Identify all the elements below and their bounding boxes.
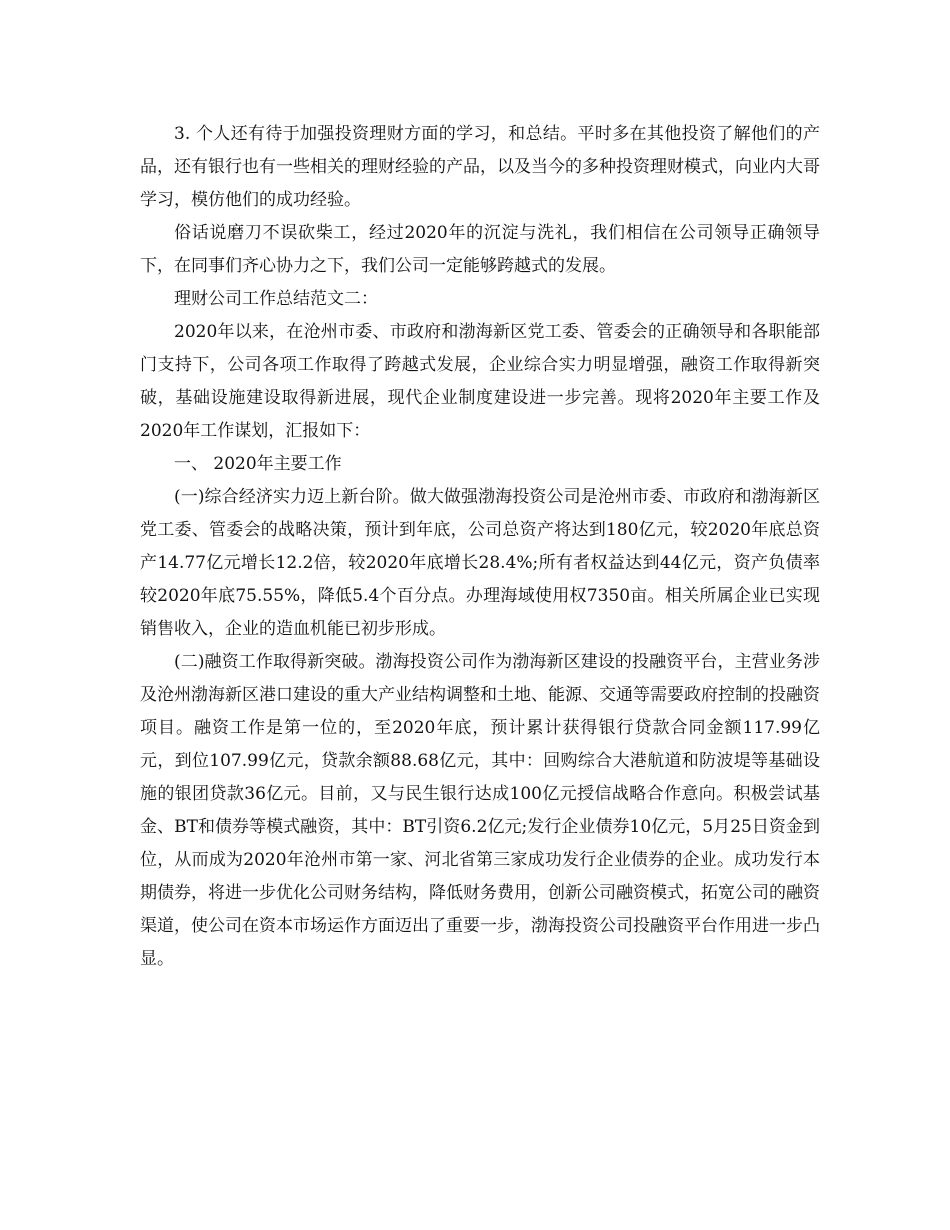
paragraph-proverb: 俗话说磨刀不误砍柴工，经过2020年的沉淀与洗礼，我们相信在公司领导正确领导下，在同事们齐心协力之下，我们公司一定能够跨越式的发展。 [140,223,820,276]
document-body [140,118,820,976]
paragraph-sample-two-heading: 理财公司工作总结范文二： [174,289,378,309]
paragraph-economic-strength: (一)综合经济实力迈上新台阶。做大做强渤海投资公司是沧州市委、市政府和渤海新区党工委、管委会的战略决策，预计到年底，公司总资产将达到180亿元，较2020年底总资产14.77亿元增长12.2倍，较2020年底增长28.4%;所有者权益达到44亿元，资产负债率较2020年底75.55%，降低5.4个百分点。办理海域使用权7350亩。相关所属企业已实现销售收入，企业的造血机能已初步形成。 [140,487,820,639]
paragraph-financing: (二)融资工作取得新突破。渤海投资公司作为渤海新区建设的投融资平台，主营业务涉及沧州渤海新区港口建设的重大产业结构调整和土地、能源、交通等需要政府控制的投融资项目。融资工作是第一位的，至2020年底，预计累计获得银行贷款合同金额117.99亿元，到位107.99亿元，贷款余额88.68亿元，其中：回购综合大港航道和防波堤等基础设施的银团贷款36亿元。目前，又与民生银行达成100亿元授信战略合作意向。积极尝试基金、BT和债券等模式融资，其中：BT引资6.2亿元;发行企业债券10亿元，5月25日资金到位，从而成为2020年沧州市第一家、河北省第三家成功发行企业债券的企业。成功发行本期债券，将进一步优化公司财务结构，降低财务费用，创新公司融资模式，拓宽公司的融资渠道，使公司在资本市场运作方面迈出了重要一步，渤海投资公司投融资平台作用进一步凸显。 [140,652,820,969]
section-heading-main-work: 一、 2020年主要工作 [174,454,342,474]
paragraph-overview: 2020年以来，在沧州市委、市政府和渤海新区党工委、管委会的正确领导和各职能部门支持下，公司各项工作取得了跨越式发展，企业综合实力明显增强，融资工作取得新突破，基础设施建设取得新进展，现代企业制度建设进一步完善。现将2020年主要工作及2020年工作谋划，汇报如下： [140,322,820,441]
paragraph-personal-learning: 3. 个人还有待于加强投资理财方面的学习，和总结。平时多在其他投资了解他们的产品，还有银行也有一些相关的理财经验的产品，以及当今的多种投资理财模式，向业内大哥学习，模仿他们的成功经验。 [140,124,820,210]
